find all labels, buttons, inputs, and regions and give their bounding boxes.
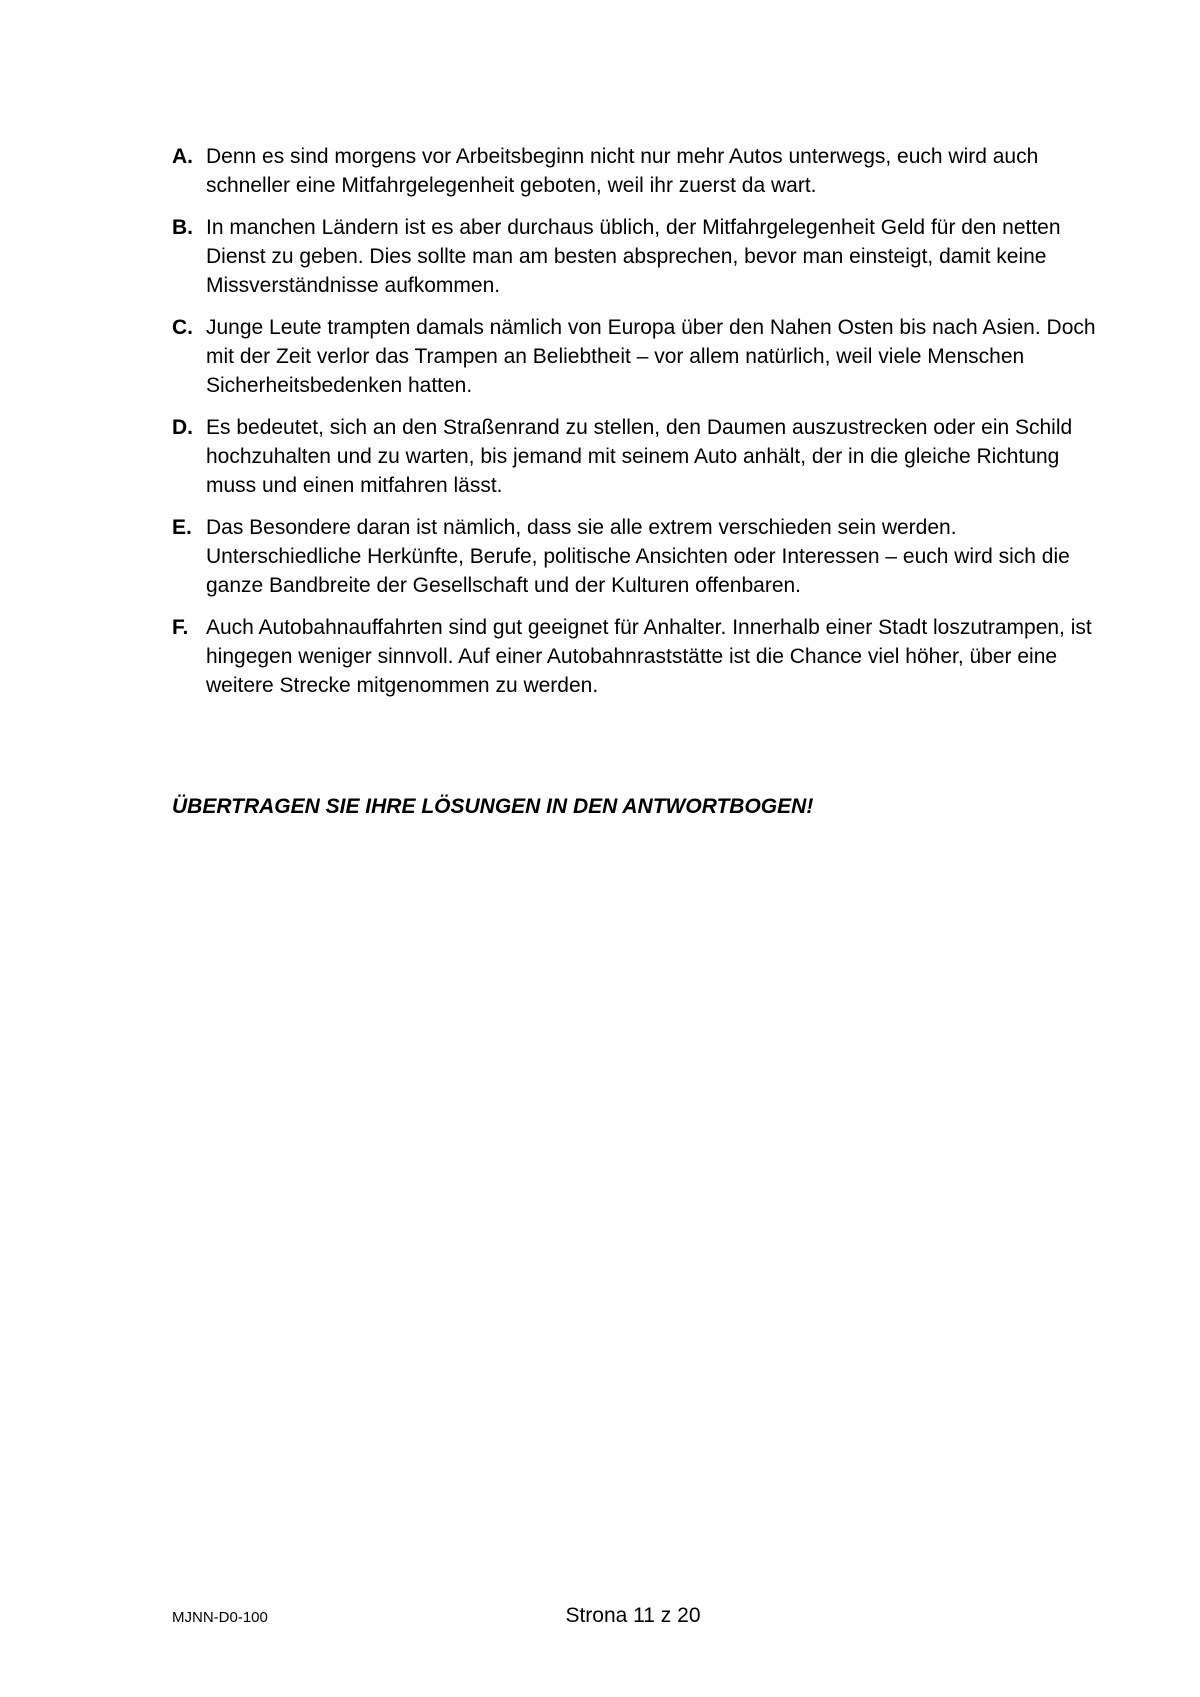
option-a	[172, 142, 1102, 200]
answer-options-list	[172, 142, 1102, 713]
option-letter: B.	[172, 216, 193, 239]
option-letter: C.	[172, 316, 193, 339]
option-text: In manchen Ländern ist es aber durchaus üblich, der Mitfahrgelegenheit Geld für den netten Dienst zu geben. Dies sollte man am besten absprechen, bevor man einsteigt, damit keine Missverständnisse aufkommen.	[206, 216, 1061, 297]
option-e	[172, 513, 1102, 600]
option-text: Junge Leute trampten damals nämlich von Europa über den Nahen Osten bis nach Asien. Doch mit der Zeit verlor das Trampen an Beliebtheit – vor allem natürlich, weil viele Menschen Sicherheitsbedenken hatten.	[206, 316, 1096, 397]
option-text: Auch Autobahnauffahrten sind gut geeignet für Anhalter. Innerhalb einer Stadt loszutrampen, ist hingegen weniger sinnvoll. Auf einer Autobahnraststätte ist die Chance viel höher, über eine weitere Strecke mitgenommen zu werden.	[206, 616, 1092, 697]
option-letter: D.	[172, 416, 193, 439]
option-f	[172, 613, 1102, 700]
option-letter: A.	[172, 145, 193, 168]
page-number: Strona 11 z 20	[565, 1604, 701, 1627]
option-text: Es bedeutet, sich an den Straßenrand zu stellen, den Daumen auszustrecken oder ein Schild hochzuhalten und zu warten, bis jemand mit seinem Auto anhält, der in die gleiche Richtung muss und einen mitfahren lässt.	[206, 416, 1073, 497]
option-c	[172, 313, 1102, 400]
option-text: Das Besondere daran ist nämlich, dass sie alle extrem verschieden sein werden. Unterschiedliche Herkünfte, Berufe, politische Ansichten oder Interessen – euch wird sich die ganze Bandbreite der Gesellschaft und der Kulturen offenbaren.	[206, 516, 1070, 597]
option-text: Denn es sind morgens vor Arbeitsbeginn nicht nur mehr Autos unterwegs, euch wird auch schneller eine Mitfahrgelegenheit geboten, weil ihr zuerst da wart.	[206, 145, 1039, 197]
transfer-instruction: ÜBERTRAGEN SIE IHRE LÖSUNGEN IN DEN ANTWORTBOGEN!	[172, 795, 814, 818]
option-letter: E.	[172, 516, 192, 539]
option-b	[172, 213, 1102, 300]
option-letter: F.	[172, 616, 189, 639]
option-d	[172, 413, 1102, 500]
exam-code: MJNN-D0-100	[172, 1609, 268, 1626]
